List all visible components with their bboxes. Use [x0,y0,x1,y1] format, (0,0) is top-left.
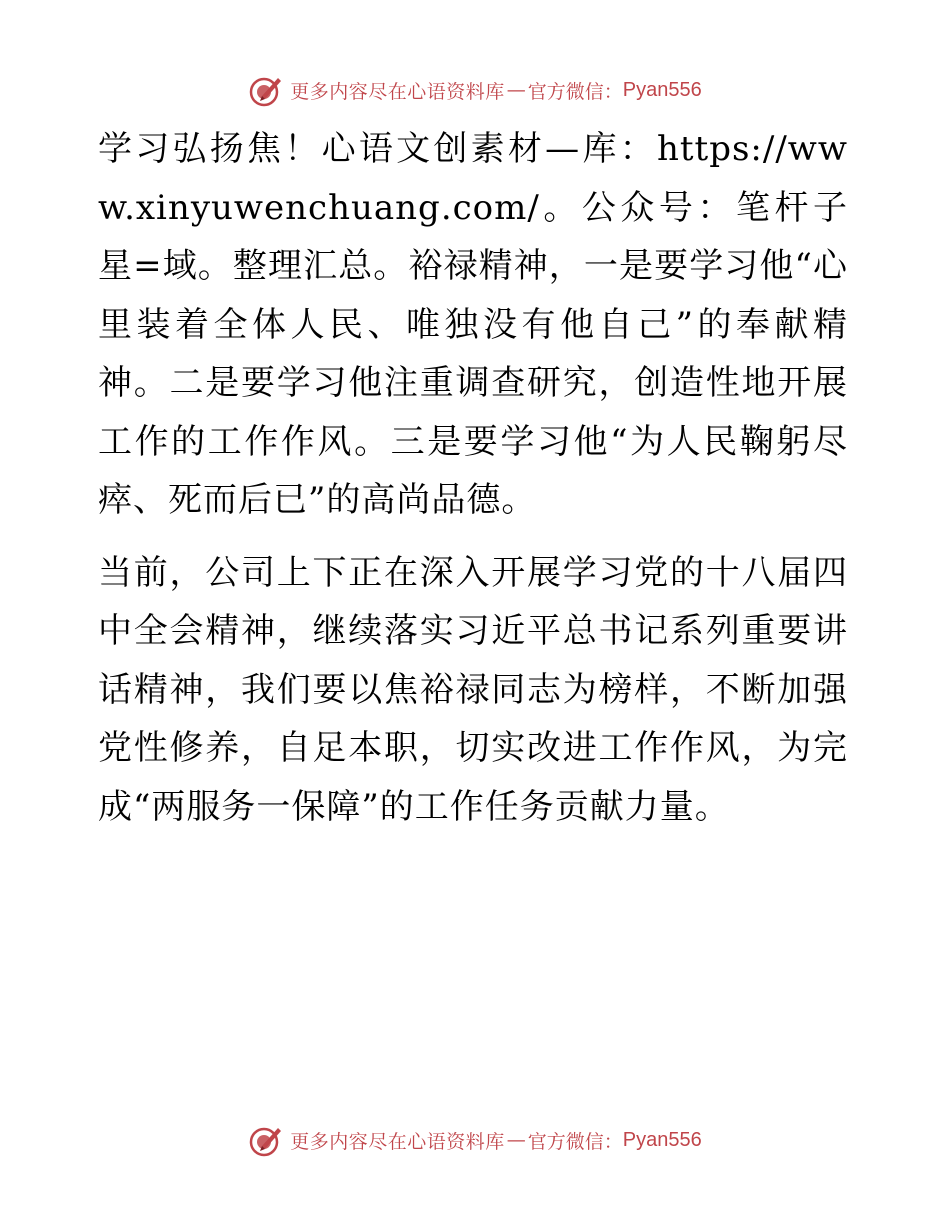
footer-banner [0,1120,950,1160]
paragraph-1: 学习弘扬焦！心语文创素材—库：https://www.xinyuwenchuang.com/。公众号：笔杆子星=域。整理汇总。裕禄精神，一是要学习他“心里装着全体人民、唯独没有他自己”的奉献精神。二是要学习他注重调查研究，创造性地开展工作的工作作风。三是要学习他“为人民鞠躬尽瘁、死而后已”的高尚品德。 [98,129,848,520]
paragraph-2: 当前，公司上下正在深入开展学习党的十八届四中全会精神，继续落实习近平总书记系列重要讲话精神，我们要以焦裕禄同志为榜样，不断加强党性修养，自足本职，切实改进工作作风，为完成“两服务一保障”的工作任务贡献力量。 [98,552,848,827]
footer-separator: — [506,1129,526,1151]
header-wechat-label: 官方微信： [527,80,623,103]
header-banner [0,70,950,110]
footer-wechat-id: Pyan556 [622,1128,702,1151]
pen-seal-logo-icon [248,72,284,108]
footer-site-text: 更多内容尽在心语资料库 [290,1130,505,1153]
header-separator: — [506,79,526,101]
pen-seal-logo-icon [248,1122,284,1158]
header-wechat-id: Pyan556 [622,78,702,101]
footer-wechat-label: 官方微信： [527,1130,623,1153]
header-site-text: 更多内容尽在心语资料库 [290,80,505,103]
document-body [98,120,848,836]
